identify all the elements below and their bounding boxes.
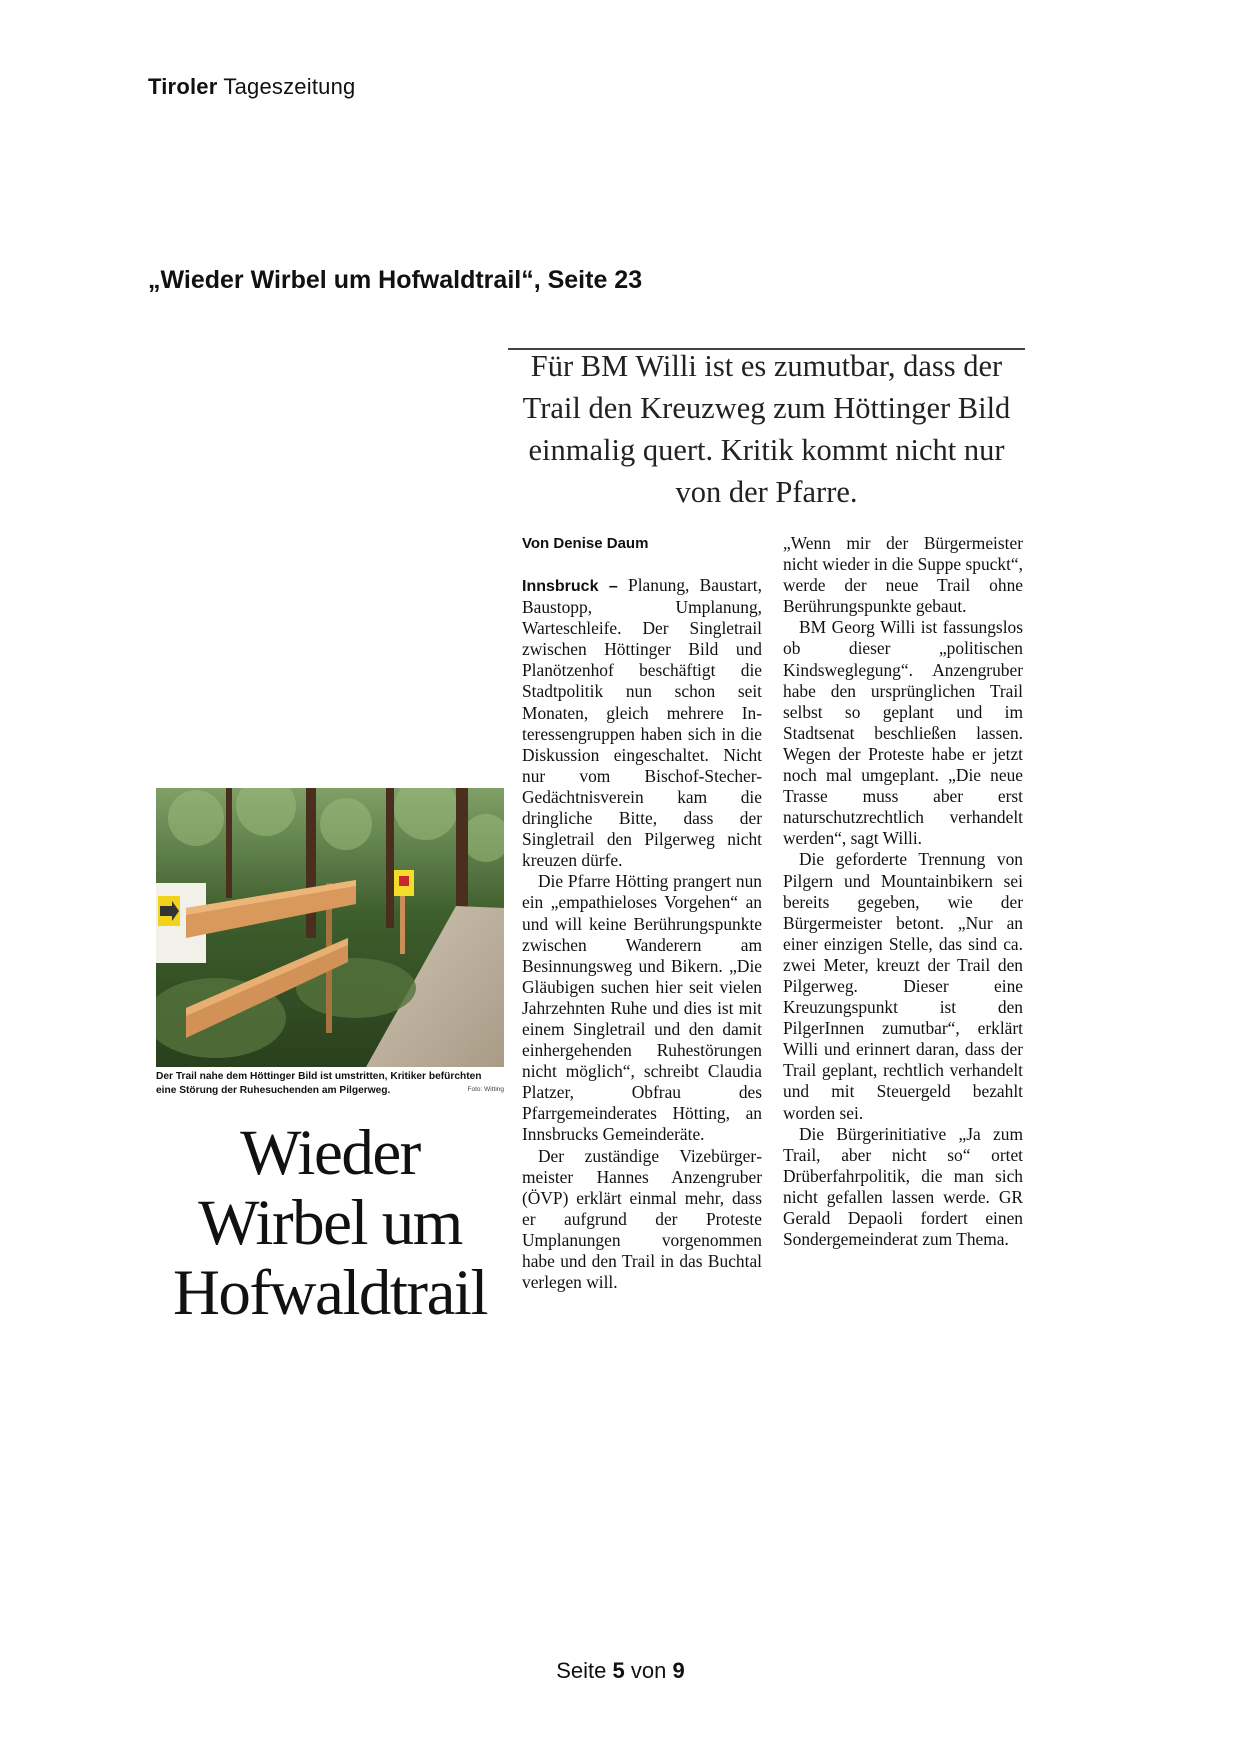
headline-line-3: Hofwaldtrail [172,1257,488,1329]
photo-credit: Foto: Witting [467,1086,504,1093]
headline-line-2: Wirbel um [198,1187,462,1259]
footer-current-page: 5 [612,1658,625,1683]
publisher-name-rest: Tageszeitung [223,74,356,99]
body-paragraph: Die Bürgerinitiative „Ja zum Trail, aber nicht so“ ortet Drüberfahrpolitik, die man sich nicht gefallen lassen werde. GR Gerald Depaoli fordert einen Sondergemeinderat zum Thema. [783,1123,1023,1250]
article-headline [156,1118,504,1328]
body-paragraph: BM Georg Willi ist fassungslos ob dieser „politischen Kindsweglegung“. Anzengruber habe den ursprünglichen Trail selbst so geplant und im Stadtsenat beschließen lassen. Wegen der Proteste habe er jetzt noch mal umgeplant. „Die neue Trasse muss aber erst naturschutzrechtlich verhandelt werden“, sagt Willi. [783,617,1023,849]
headline-line-1: Wieder [240,1117,420,1189]
footer-total-pages: 9 [672,1658,685,1683]
dateline: Innsbruck – [522,578,618,595]
body-paragraph: Der zuständige Vizebürgermeister Hannes Anzengruber (ÖVP) erklärt einmal mehr, dass er aufgrund der Proteste Umplanungen vorgenommen habe und den Trail in das Buchtal verlegen will. [522,1145,762,1293]
page-number-footer [0,1658,1241,1684]
body-paragraph: Die geforderte Trennung von Pilgern und Mountainbikern sei bereits gegeben, wie der Bürgermeister betont. „Nur an einer einzigen Stelle, das sind ca. zwei Meter, kreuzt der Trail den Pilgerweg. Dieser eine Kreuzungspunkt ist den PilgerInnen zumutbar“, erklärt Willi und erinnert daran, dass der Trail geplant, rechtlich verhandelt und mit Steuergeld bezahlt worden sei. [783,849,1023,1123]
body-paragraph [522,575,762,871]
photo-caption [156,1070,504,1098]
article-photo [156,788,504,1067]
article-column-2 [783,533,1023,1250]
publisher-name-bold: Tiroler [148,74,218,99]
clipping-title: „Wieder Wirbel um Hofwaldtrail“, Seite 23 [148,266,643,294]
byline: Von Denise Daum [522,535,649,552]
body-paragraph: Die Pfarre Hötting prangert nun ein „empathieloses Vorgehen“ an und will keine Berührungspunkte zwischen Wanderern am Besinnungsweg und Bikern. „Die Gläubigen suchen hier seit vielen Jahrzehnten Ruhe und dies ist mit einem Singletrail und den damit einhergehenden Ruhestörungen nicht möglich“, schreibt Claudia Platzer, Obfrau des Pfarrgemeinderates Hötting, an Innsbrucks Gemeinderäte. [522,871,762,1145]
footer-prefix: Seite [556,1658,607,1683]
footer-middle: von [630,1658,667,1683]
publisher-name [148,74,355,100]
body-paragraph: „Wenn mir der Bürgermeister nicht wieder in die Suppe spuckt“, werde der neue Trail ohne Berührungspunkte gebaut. [783,533,1023,617]
body-text: Planung, Baustart, Baustopp, Umplanung, Warteschleife. Der Singletrail zwischen Höttinger Bild und Planötzenhof beschäftigt die Stadtpolitik nun schon seit Monaten, gleich mehrere Interessengruppen haben sich in die Diskussion eingeschaltet. Nicht nur vom Bischof-Stecher-Gedächtnisverein kam die dringliche Bitte, dass der Singletrail den Pilgerweg nicht kreuzen dürfe. [522,575,762,871]
article-deck: Für BM Willi ist es zumutbar, dass der Trail den Kreuzweg zum Höttinger Bild einmalig quert. Kritik kommt nicht nur von der Pfarre. [522,349,1011,509]
photo-caption-text: Der Trail nahe dem Höttinger Bild ist umstritten, Kritiker befürchten eine Störung der Ruhesuchenden am Pilgerweg. [156,1071,482,1096]
article-column-1 [522,533,762,1293]
